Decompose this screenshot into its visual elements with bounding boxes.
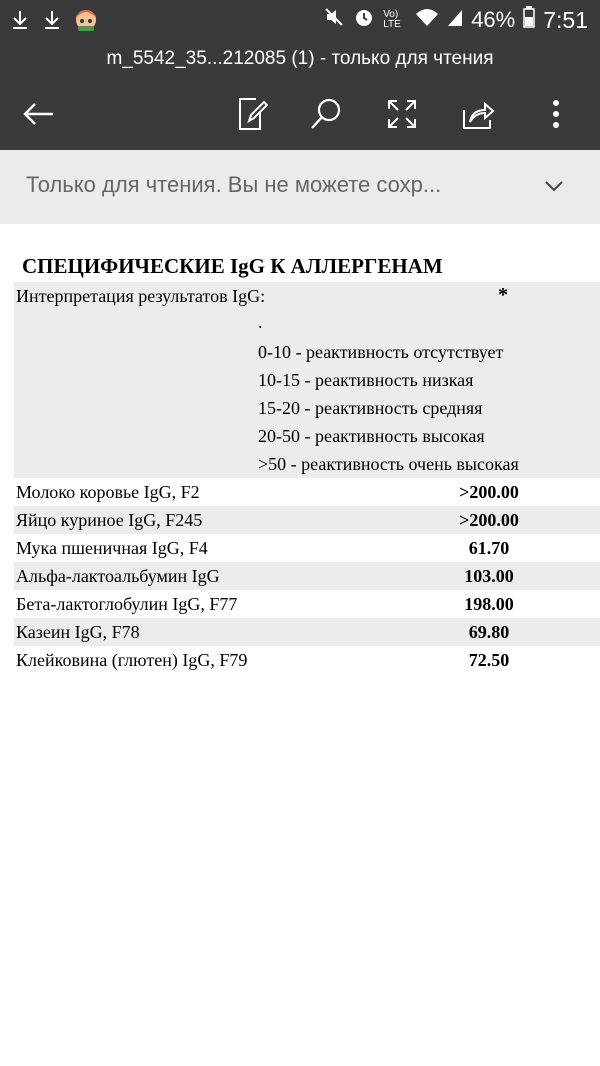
search-button[interactable] (306, 94, 346, 134)
table-row (14, 478, 600, 506)
clock: 7:51 (543, 6, 588, 33)
document-page (0, 224, 600, 1066)
expand-icon (386, 98, 418, 130)
allergen-value: >200.00 (459, 510, 519, 530)
edit-button[interactable] (232, 94, 272, 134)
document-title: СПЕЦИФИЧЕСКИЕ IgG К АЛЛЕРГЕНАМ (22, 254, 443, 278)
allergen-value: 198.00 (464, 594, 514, 614)
battery-icon (523, 6, 535, 34)
wifi-icon (415, 7, 439, 33)
alarm-icon (353, 6, 375, 34)
table-row (14, 506, 600, 534)
interpretation-line: 20-50 - реактивность высокая (258, 426, 485, 446)
interpretation-line: 10-15 - реактивность низкая (258, 370, 474, 390)
document-filename: m_5542_35...212085 (1) - только для чтения (106, 48, 494, 69)
allergen-name: Бета-лактоглобулин IgG, F77 (16, 594, 238, 614)
mute-icon (323, 6, 345, 34)
interpretation-label: Интерпретация результатов IgG: (16, 286, 266, 306)
more-vertical-icon (551, 98, 561, 130)
download-icon (42, 9, 62, 36)
interpretation-block (14, 282, 600, 478)
download-icon (10, 9, 30, 36)
allergen-name: Мука пшеничная IgG, F4 (16, 538, 208, 558)
back-arrow-icon (21, 101, 55, 127)
table-row (14, 646, 600, 674)
allergen-value: 61.70 (468, 538, 510, 558)
read-only-message: Только для чтения. Вы не можете сохр... (26, 172, 442, 197)
allergen-name: Клейковина (глютен) IgG, F79 (16, 650, 248, 670)
interpretation-dot: . (258, 312, 263, 332)
allergen-value: 103.00 (464, 566, 514, 586)
table-row (14, 590, 600, 618)
back-button[interactable] (18, 94, 58, 134)
interpretation-marker: * (498, 284, 508, 306)
interpretation-line: 0-10 - реактивность отсутствует (258, 342, 504, 362)
table-row (14, 562, 600, 590)
more-options-button[interactable] (536, 94, 576, 134)
avatar-notification-icon (74, 8, 98, 37)
interpretation-line: >50 - реактивность очень высокая (258, 454, 519, 474)
share-button[interactable] (458, 94, 498, 134)
allergen-value: 69.80 (468, 622, 510, 642)
allergen-value: 72.50 (468, 650, 510, 670)
allergen-name: Яйцо куриное IgG, F245 (16, 510, 203, 530)
fullscreen-button[interactable] (382, 94, 422, 134)
allergen-name: Молоко коровье IgG, F2 (16, 482, 200, 502)
share-icon (461, 98, 495, 130)
interpretation-line: 15-20 - реактивность средняя (258, 398, 483, 418)
volte-icon: Vo) LTE (383, 9, 401, 30)
allergen-value: >200.00 (459, 482, 519, 502)
read-only-banner[interactable] (0, 150, 600, 225)
edit-document-icon (236, 97, 268, 131)
app-toolbar (0, 40, 600, 150)
allergen-name: Альфа-лактоальбумин IgG (16, 566, 220, 586)
status-bar (0, 0, 600, 40)
allergen-name: Казеин IgG, F78 (16, 622, 140, 642)
table-row (14, 618, 600, 646)
signal-icon (447, 7, 463, 33)
table-row (14, 534, 600, 562)
chevron-down-icon[interactable] (544, 179, 564, 197)
battery-percent: 46% (471, 7, 516, 32)
search-icon (309, 97, 343, 131)
